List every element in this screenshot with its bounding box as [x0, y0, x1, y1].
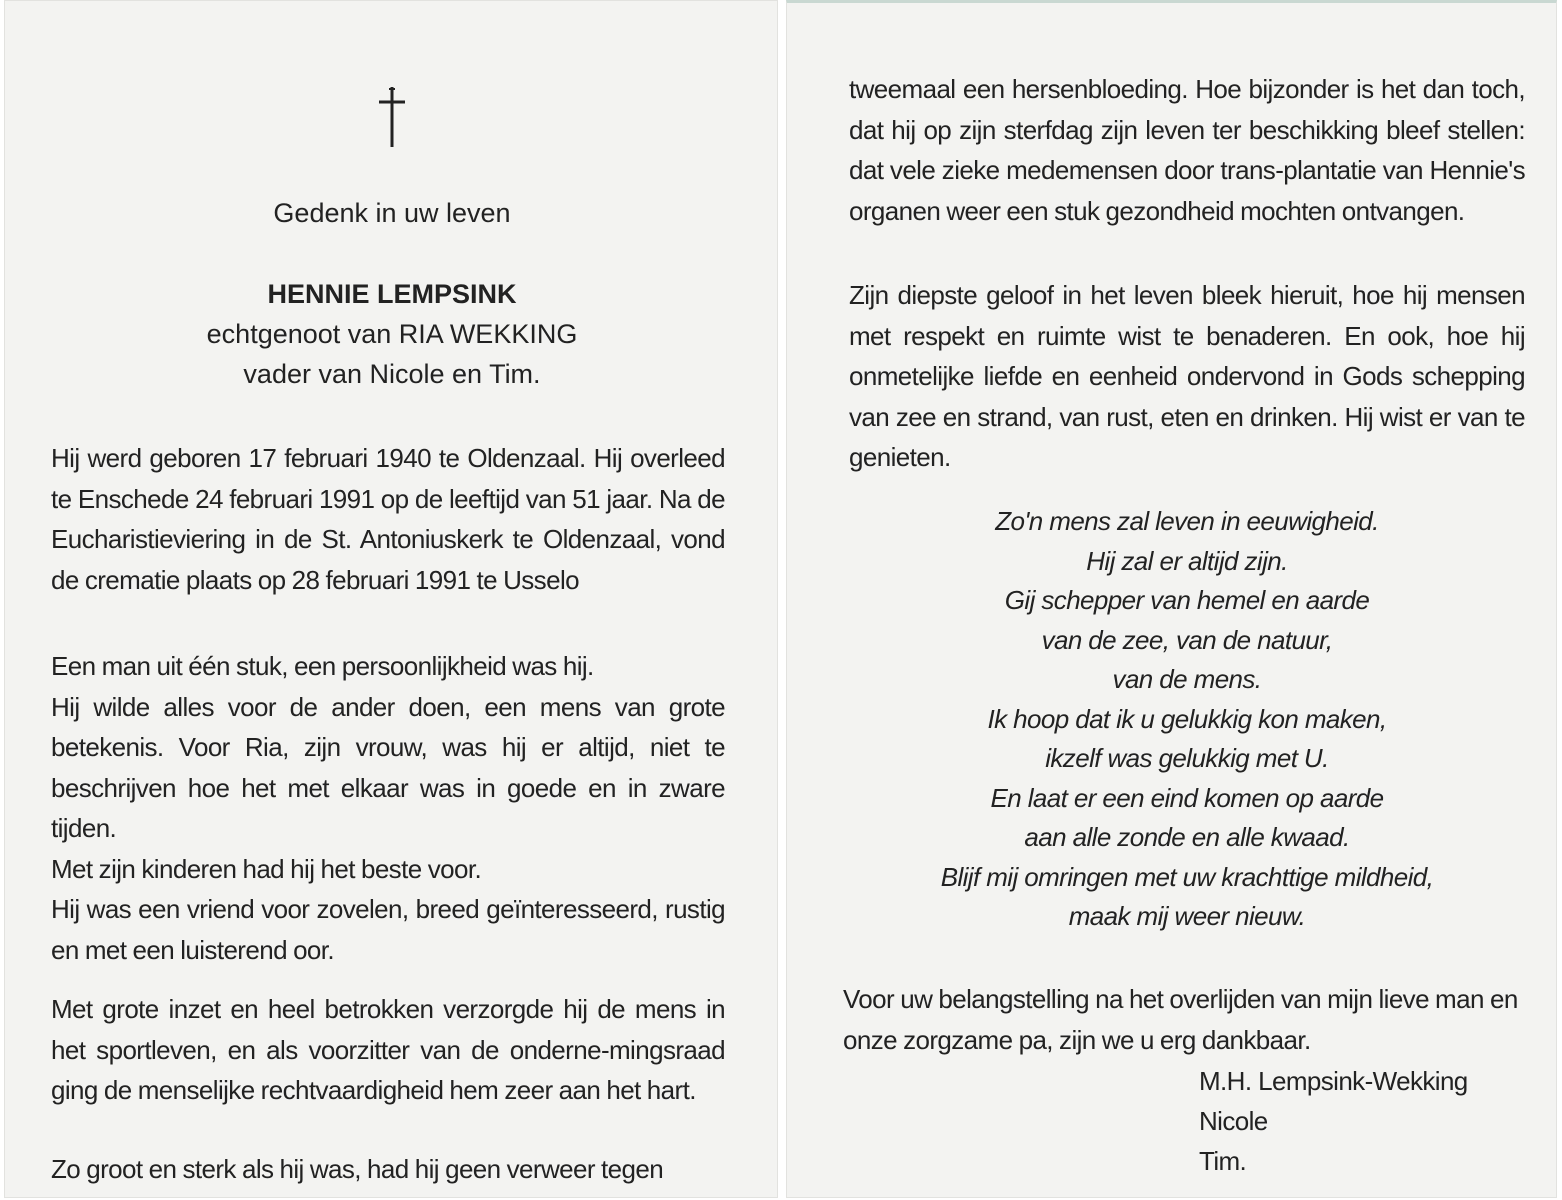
- poem-line: maak mij weer nieuw.: [1068, 901, 1306, 931]
- poem-line: En laat er een eind komen op aarde: [990, 782, 1384, 813]
- poem-line: aan alle zonde en alle kwaad.: [1024, 822, 1350, 852]
- cross-icon: [374, 85, 410, 149]
- signature-line: Nicole: [1199, 1106, 1268, 1136]
- children-line: vader van Nicole en Tim.: [243, 359, 541, 389]
- poem-line: van de mens.: [1112, 664, 1262, 694]
- poem-line: van de zee, van de natuur,: [1041, 624, 1333, 655]
- character-line: Hij was een vriend voor zovelen, breed geïnteresseerd, rustig en met een luisterend oor.: [51, 894, 725, 965]
- poem: [827, 502, 1547, 937]
- poem-line: ikzelf was gelukkig met U.: [1045, 743, 1329, 773]
- character-paragraph: [51, 646, 725, 970]
- character-line: Met zijn kinderen had hij het beste voor.: [51, 853, 482, 884]
- signature-line: Tim.: [1199, 1146, 1247, 1176]
- bio-paragraph: Hij werd geboren 17 februari 1940 te Oldenzaal. Hij overleed te Enschede 24 februari 1991 op de leeftijd van 51 jaar. Na de Eucharistieviering in de St. Antoniuskerk te Oldenzaal, vond de crematie plaats op 28 februari 1991 te Usselo: [51, 443, 725, 595]
- memorial-card-left: [4, 0, 778, 1198]
- character-line: Een man uit één stuk, een persoonlijkheid was hij.: [51, 651, 594, 681]
- poem-line: Gij schepper van hemel en aarde: [1004, 585, 1370, 615]
- poem-line: Blijf mij omringen met uw krachttige mildheid,: [940, 861, 1434, 892]
- thanks-paragraph: Voor uw belangstelling na het overlijden van mijn lieve man en onze zorgzame pa, zijn we u erg dankbaar.: [843, 984, 1518, 1055]
- character-line: Hij wilde alles voor de ander doen, een mens van grote betekenis. Voor Ria, zijn vrouw, was hij er altijd, niet te beschrijven hoe het met elkaar was in goede en in zware tijden.: [51, 691, 725, 843]
- poem-line: Hij zal er altijd zijn.: [1086, 545, 1288, 576]
- continuation-paragraph: tweemaal een hersenbloeding. Hoe bijzonder is het dan toch, dat hij op zijn sterfdag zijn leven ter beschikking bleef stellen: dat vele zieke medemensen door trans-plantatie van Hennie's organen weer een stuk gezondheid mochten ontvangen.: [849, 74, 1525, 226]
- last-line: Zo groot en sterk als hij was, had hij geen verweer tegen: [51, 1154, 664, 1184]
- faith-paragraph: Zijn diepste geloof in het leven bleek hieruit, hoe hij mensen met respekt en ruimte wist te benaderen. En ook, hoe hij onmetelijke liefde en eenheid ondervond in Gods schepping van zee en strand, van rust, eten en drinken. Hij wist er van te genieten.: [849, 280, 1525, 472]
- signature-line: M.H. Lempsink-Wekking: [1199, 1066, 1468, 1096]
- signature-block: [1199, 1061, 1468, 1181]
- poem-line: Zo'n mens zal leven in eeuwigheid.: [995, 506, 1379, 536]
- sport-paragraph: Met grote inzet en heel betrokken verzorgde hij de mens in het sportleven, en als voorzitter van de onderne-mingsraad ging de menselijke rechtvaardigheid hem zeer aan het hart.: [51, 994, 725, 1105]
- memorial-card-right: [786, 0, 1557, 1198]
- poem-line: Ik hoop dat ik u gelukkig kon maken,: [987, 703, 1387, 734]
- spouse-line: echtgenoot van RIA WEKKING: [206, 319, 578, 349]
- deceased-name: HENNIE LEMPSINK: [267, 279, 517, 309]
- intro-text: Gedenk in uw leven: [273, 198, 511, 228]
